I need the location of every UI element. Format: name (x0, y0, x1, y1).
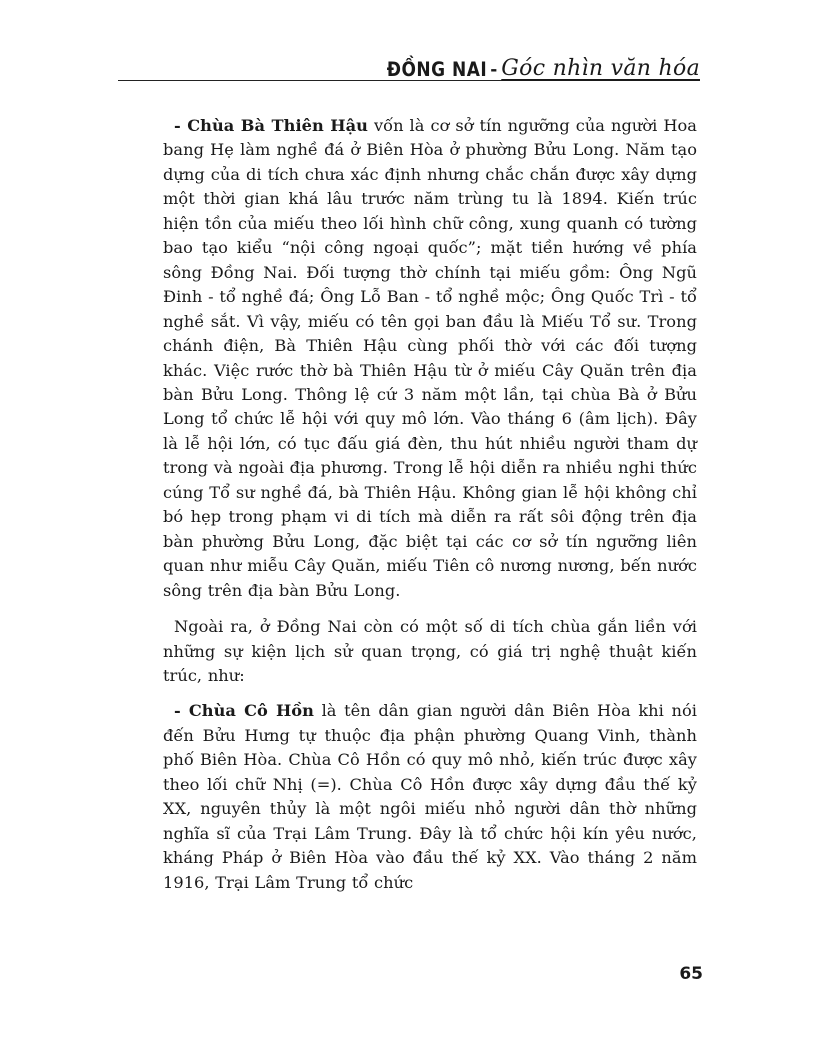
paragraph-ngoai-ra (163, 615, 697, 688)
paragraph-text: vốn là cơ sở tín ngưỡng của người Hoa bang Hẹ làm nghề đá ở Biên Hòa ở phường Bửu Long. Năm tạo dựng của di tích chưa xác định nhưng chắc chắn được xây dựng một thời gian khá lâu trước năm trùng tu là 1894. Kiến trúc hiện tồn của miếu theo lối hình chữ công, xung quanh có tường bao tạo kiểu “nội công ngoại quốc”; mặt tiền hướng về phía sông Đồng Nai. Đối tượng thờ chính tại miếu gồm: Ông Ngũ Đinh - tổ nghề đá; Ông Lỗ Ban - tổ nghề mộc; Ông Quốc Trì - tổ nghề sắt. Vì vậy, miếu có tên gọi ban đầu là Miếu Tổ sư. Trong chánh điện, Bà Thiên Hậu cùng phối thờ với các đối tượng khác. Việc rước thờ bà Thiên Hậu từ ở miếu Cây Quăn trên địa bàn Bửu Long. Thông lệ cứ 3 năm một lần, tại chùa Bà ở Bửu Long tổ chức lễ hội với quy mô lớn. Vào tháng 6 (âm lịch). Đây là lễ hội lớn, có tục đấu giá đèn, thu hút nhiều người tham dự trong và ngoài địa phương. Trong lễ hội diễn ra nhiều nghi thức cúng Tổ sư nghề đá, bà Thiên Hậu. Không gian lễ hội không chỉ bó hẹp trong phạm vi di tích mà diễn ra rất sôi động trên địa bàn phường Bửu Long, đặc biệt tại các cơ sở tín ngưỡng liên quan như miễu Cây Quăn, miếu Tiên cô nương nương, bến nước sông trên địa bàn Bửu Long. (163, 116, 698, 600)
header-subtitle: Góc nhìn văn hóa (501, 56, 700, 81)
header-brand: ĐỒNG NAI (386, 58, 488, 82)
paragraph-chua-ba-thien-hau (163, 114, 697, 603)
paragraph-text: là tên dân gian người dân Biên Hòa khi nói đến Bửu Hưng tự thuộc địa phận phường Quang Vinh, thành phố Biên Hòa. Chùa Cô Hồn có quy mô nhỏ, kiến trúc được xây theo lối chữ Nhị (=). Chùa Cô Hồn được xây dựng đầu thế kỷ XX, nguyên thủy là một ngôi miếu nhỏ người dân thờ những nghĩa sĩ của Trại Lâm Trung. Đây là tổ chức hội kín yêu nước, kháng Pháp ở Biên Hòa vào đầu thế kỷ XX. Vào tháng 2 năm 1916, Trại Lâm Trung tổ chức (163, 701, 697, 892)
paragraph-lead: - Chùa Cô Hồn (174, 701, 314, 721)
paragraph-lead: - Chùa Bà Thiên Hậu (174, 116, 368, 135)
running-header (118, 50, 700, 90)
page-number: 65 (679, 964, 703, 984)
paragraph-chua-co-hon (163, 699, 697, 895)
header-title (387, 54, 700, 84)
body-text (163, 114, 697, 907)
header-separator: - (490, 60, 498, 80)
paragraph-text: Ngoài ra, ở Đồng Nai còn có một số di tích chùa gắn liền với những sự kiện lịch sử quan trọng, có giá trị nghệ thuật kiến trúc, như: (163, 617, 697, 685)
